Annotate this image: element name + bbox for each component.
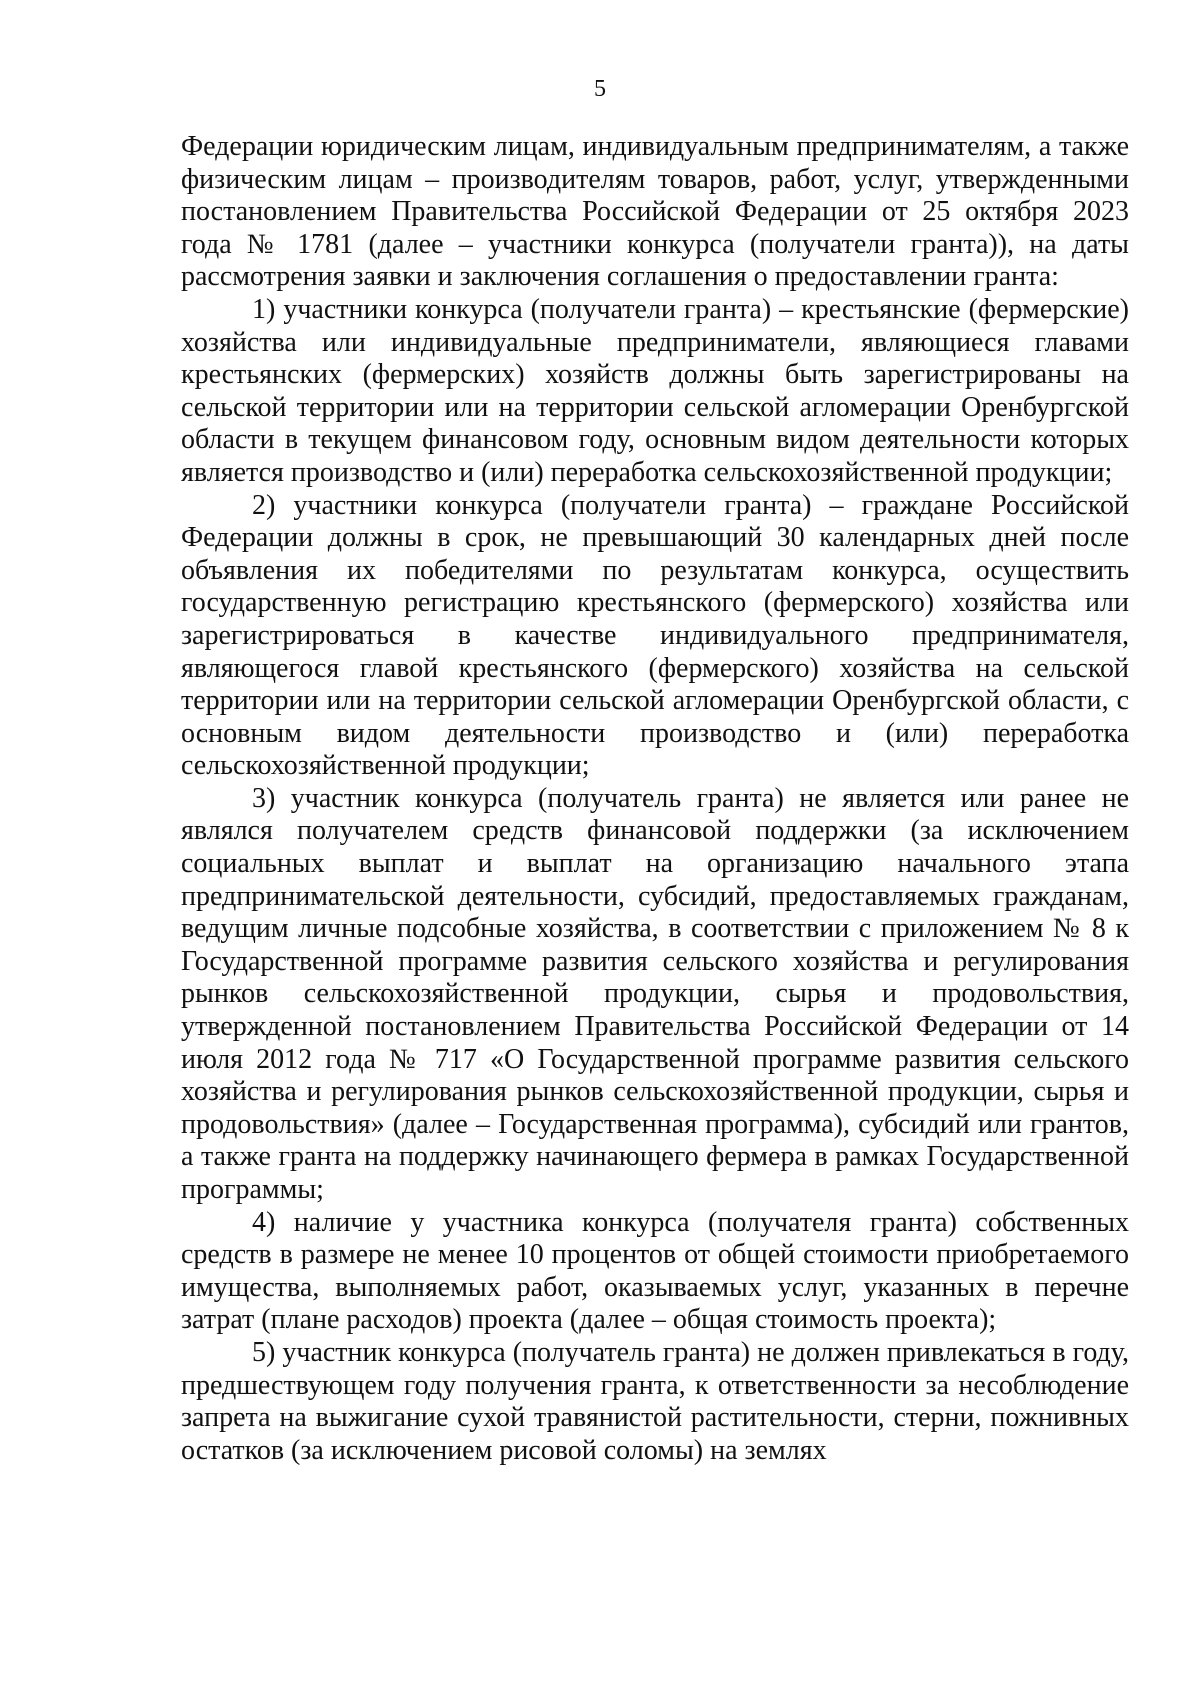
document-body: [181, 131, 1129, 1467]
paragraph-item-2: 2) участники конкурса (получатели гранта) – граждане Российской Федерации должны в срок, не превышающий 30 календарных дней после объявления их победителями по результатам конкурса, осуществить государственную регистрацию крестьянского (фермерского) хозяйства или зарегистрироваться в качестве индивидуального предпринимателя, являющегося главой крестьянского (фермерского) хозяйства на сельской территории или на территории сельской агломерации Оренбургской области, с основным видом деятельности производство и (или) переработка сельскохозяйственной продукции;: [181, 489, 1129, 782]
paragraph-item-5: 5) участник конкурса (получатель гранта) не должен привлекаться в году, предшествующем году получения гранта, к ответственности за несоблюдение запрета на выжигание сухой травянистой растительности, стерни, пожнивных остатков (за исключением рисовой соломы) на землях: [181, 1336, 1129, 1466]
paragraph-item-4: 4) наличие у участника конкурса (получателя гранта) собственных средств в размере не менее 10 процентов от общей стоимости приобретаемого имущества, выполняемых работ, оказываемых услуг, указанных в перечне затрат (плане расходов) проекта (далее – общая стоимость проекта);: [181, 1206, 1129, 1336]
page-number: 5: [594, 76, 606, 102]
paragraph-item-1: 1) участники конкурса (получатели гранта) – крестьянские (фермерские) хозяйства или индивидуальные предприниматели, являющиеся главами крестьянских (фермерских) хозяйств должны быть зарегистрированы на сельской территории или на территории сельской агломерации Оренбургской области в текущем финансовом году, основным видом деятельности которых является производство и (или) переработка сельскохозяйственной продукции;: [181, 293, 1129, 488]
paragraph-intro-continuation: Федерации юридическим лицам, индивидуальным предпринимателям, а также физическим лицам – производителям товаров, работ, услуг, утвержденными постановлением Правительства Российской Федерации от 25 октября 2023 года № 1781 (далее – участники конкурса (получатели гранта)), на даты рассмотрения заявки и заключения соглашения о предоставлении гранта:: [181, 131, 1129, 293]
paragraph-item-3: 3) участник конкурса (получатель гранта) не является или ранее не являлся получателем средств финансовой поддержки (за исключением социальных выплат и выплат на организацию начального этапа предпринимательской деятельности, субсидий, предоставляемых гражданам, ведущим личные подсобные хозяйства, в соответствии с приложением № 8 к Государственной программе развития сельского хозяйства и регулирования рынков сельскохозяйственной продукции, сырья и продовольствия, утвержденной постановлением Правительства Российской Федерации от 14 июля 2012 года № 717 «О Государственной программе развития сельского хозяйства и регулирования рынков сельскохозяйственной продукции, сырья и продовольствия» (далее – Государственная программа), субсидий или грантов, а также гранта на поддержку начинающего фермера в рамках Государственной программы;: [181, 782, 1129, 1205]
